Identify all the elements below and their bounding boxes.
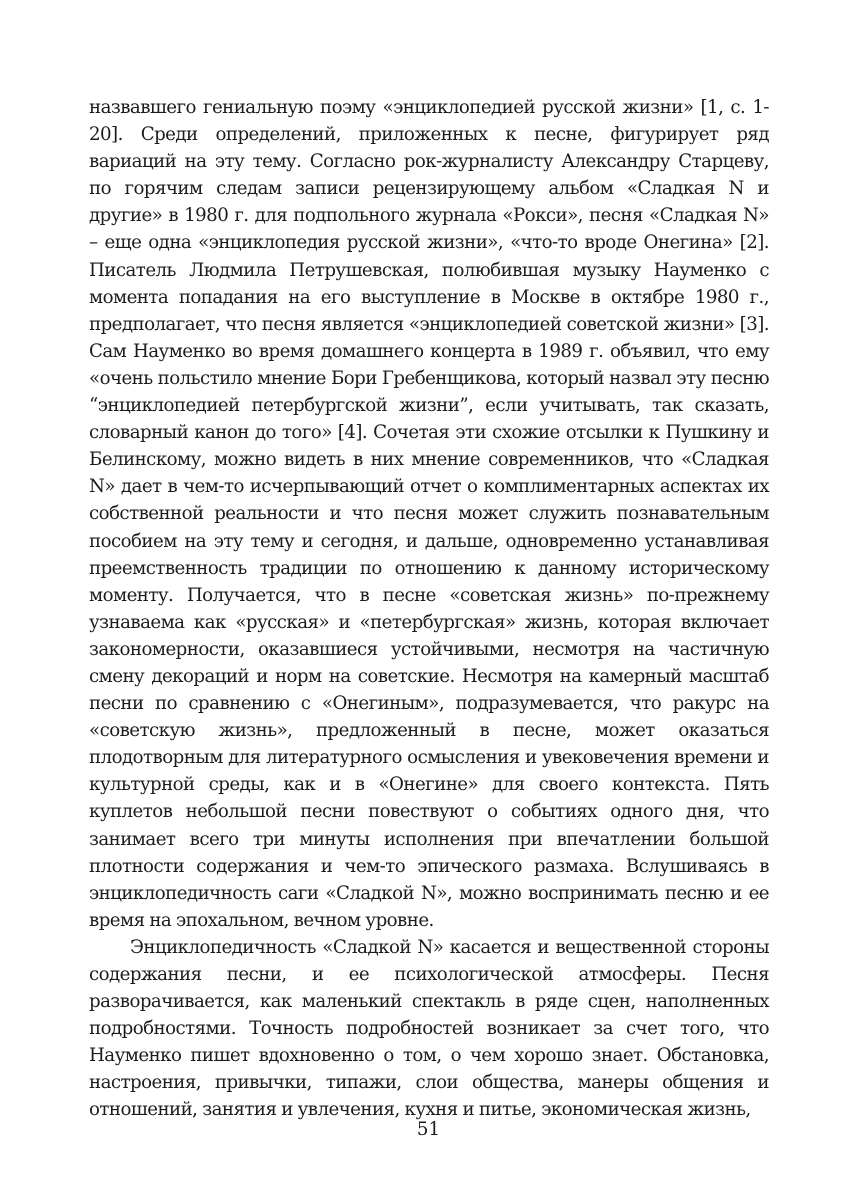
page-number: 51 — [416, 1119, 441, 1140]
body-text — [89, 94, 769, 1124]
paragraph-encyclopedic: Энциклопедичность «Сладкой N» касается и вещественной стороны содержания песни, и ее психологической атмосферы. Песня разворачивается, как маленький спектакль в ряде сцен, наполненных подробностями. Точность подробностей возникает за счет того, что Науменко пишет вдохновенно о том, о чем хорошо знает. Обстановка, настроения, привычки, типажи, слои общества, манеры общения и отношений, занятия и увлечения, кухня и питье, экономическая жизнь, — [89, 936, 769, 1121]
paragraph-continued: назвавшего гениальную поэму «энциклопедией русской жизни» [1, с. 1-20]. Среди определений, приложенных к песне, фигурирует ряд вариаций на эту тему. Согласно рок-журналисту Александру Старцеву, по горячим следам записи рецензирующему альбом «Сладкая N и другие» в 1980 г. для подпольного журнала «Рокси», песня «Сладкая N» – еще одна «энциклопедия русской жизни», «что-то вроде Онегина» [2]. Писатель Людмила Петрушевская, полюбившая музыку Науменко с момента попадания на его выступление в Москве в октябре 1980 г., предполагает, что песня является «энциклопедией советской жизни» [3]. Сам Науменко во время домашнего концерта в 1989 г. объявил, что ему «очень польстило мнение Бори Гребенщикова, который назвал эту песню “энциклопедией петербургской жизни”, если учитывать, так сказать, словарный канон до того» [4]. Сочетая эти схожие отсылки к Пушкину и Белинскому, можно видеть в них мнение современников, что «Сладкая N» дает в чем-то исчерпывающий отчет о комплиментарных аспектах их собственной реальности и что песня может служить познавательным пособием на эту тему и сегодня, и дальше, одновременно устанавливая преемственность традиции по отношению к данному историческому моменту. Получается, что в песне «советская жизнь» по-прежнему узнаваема как «русская» и «петербургская» жизнь, которая включает закономерности, оказавшиеся устойчивыми, несмотря на частичную смену декораций и норм на советские. Несмотря на камерный масштаб песни по сравнению с «Онегиным», подразумевается, что ракурс на «советскую жизнь», предложенный в песне, может оказаться плодотворным для литературного осмысления и увековечения времени и культурной среды, как и в «Онегине» для своего контекста. Пять куплетов небольшой песни повествуют о событиях одного дня, что занимает всего три минуты исполнения при впечатлении большой плотности содержания и чем-то эпического размаха. Вслушиваясь в энциклопедичность саги «Сладкой N», можно воспринимать песню и ее время на эпохальном, вечном уровне. — [89, 97, 769, 931]
